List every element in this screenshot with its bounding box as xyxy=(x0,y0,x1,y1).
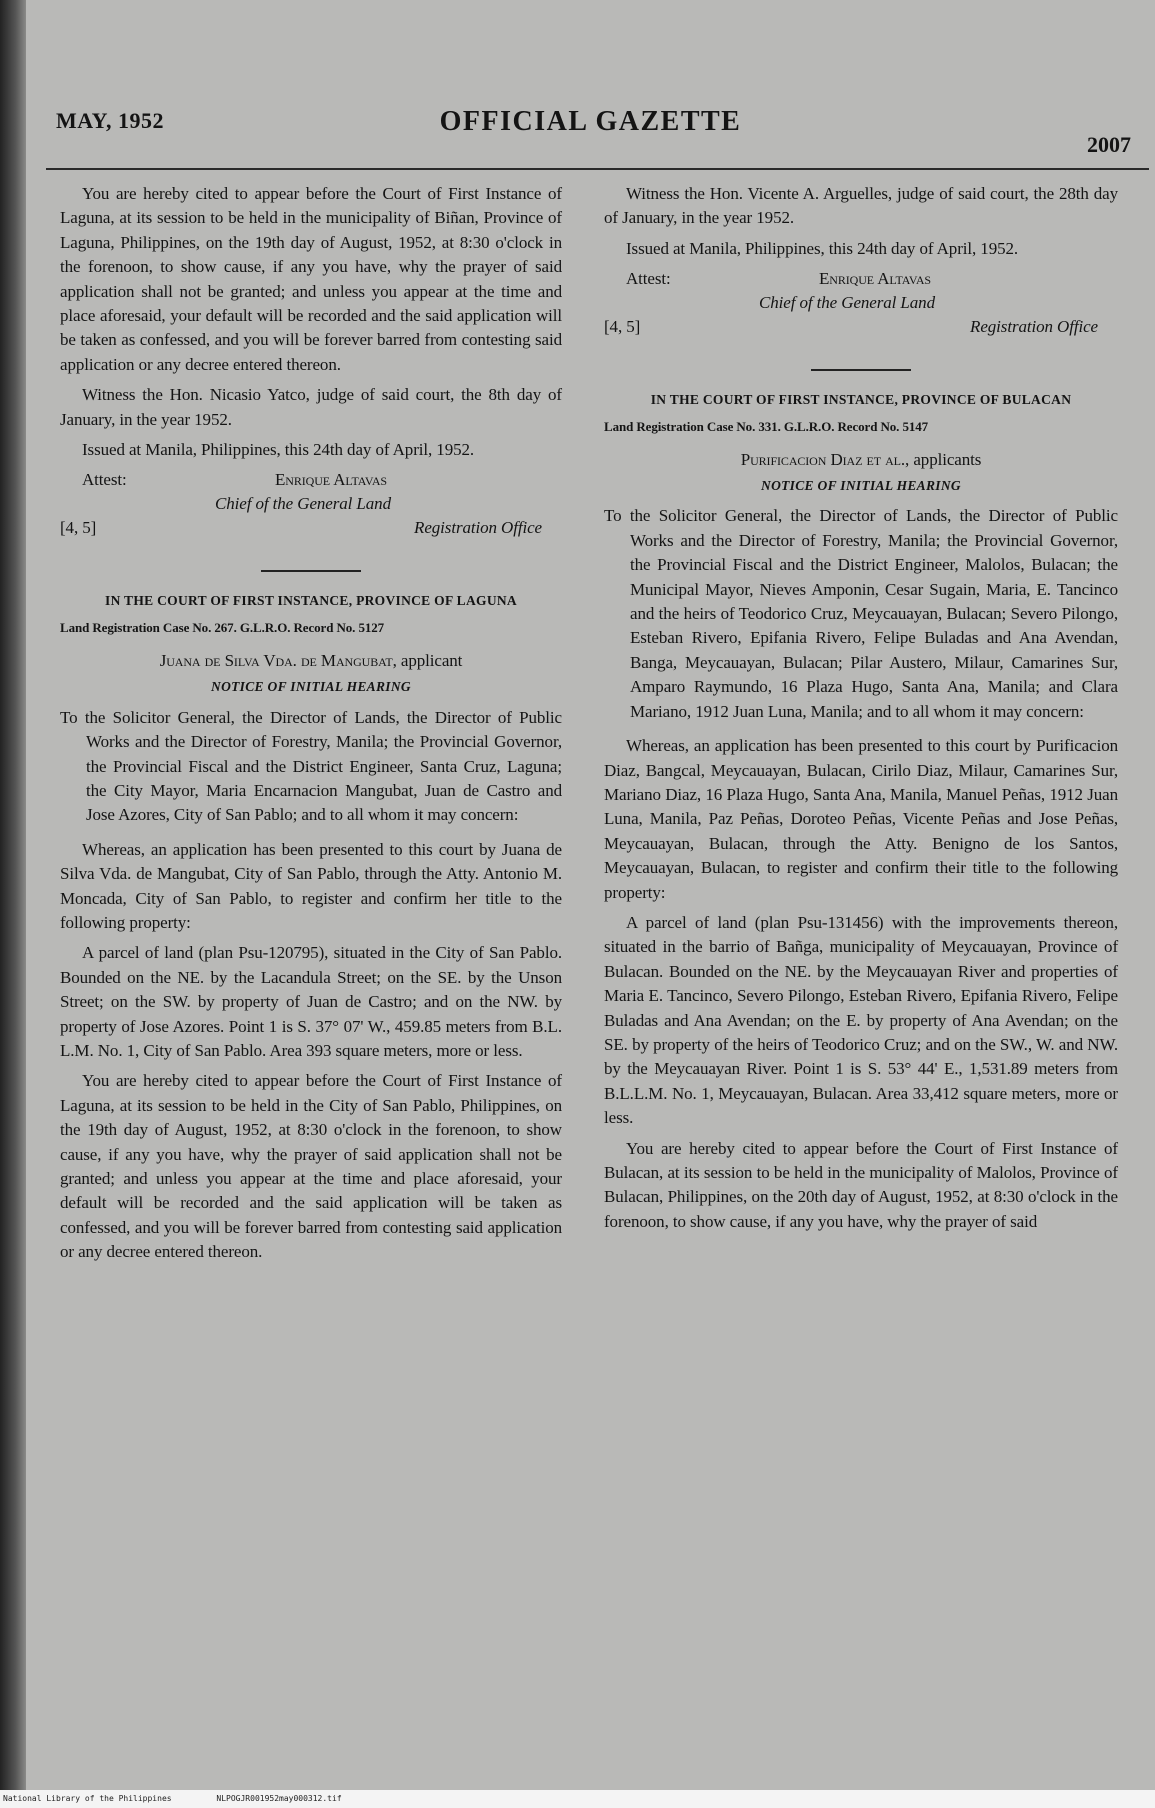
left-column xyxy=(60,182,562,1271)
header-rule xyxy=(46,168,1149,170)
applicant-line xyxy=(604,448,1118,472)
scan-footer xyxy=(0,1790,1155,1808)
paragraph-issued: Issued at Manila, Philippines, this 24th day of April, 1952. xyxy=(626,238,1019,258)
paragraph-whereas: Whereas, an application has been presented to this court by Purificacion Diaz, Bangcal, Meycauayan, Bulacan, Cirilo Diaz, Milaur, Camarines Sur, Mariano Diaz, 16 Plaza Hugo, Santa Ana, Manila, Manuel Peñas, 1912 Juan Luna, Manila, Paz Peñas, Doroteo Peñas, Vicente Peñas and Jose Peñas, Meycauayan, Bulacan, through the Atty. Benigno de los Santos, Meycauayan, Bulacan, to register and confirm their title to the following property: xyxy=(604,736,1118,902)
right-column xyxy=(604,182,1118,1240)
attest-issue-dates: [4, 5] xyxy=(60,518,97,538)
applicant-role: applicants xyxy=(913,449,982,469)
applicant-role: applicant xyxy=(400,650,463,670)
attest-title-line1: Chief of the General Land xyxy=(215,494,391,514)
paragraph-whereas: Whereas, an application has been presented to this court by Juana de Silva Vda. de Mangubat, City of San Pablo, through the Atty. Antonio M. Moncada, City of San Pablo, to register and confirm her title to the following property: xyxy=(60,839,562,932)
attest-block xyxy=(604,267,1118,353)
attest-name: Enrique Altavas xyxy=(275,470,387,490)
paragraph-addressees: To the Solicitor General, the Director of Lands, the Director of Public Works and the Director of Forestry, Manila; the Provincial Governor, the Provincial Fiscal and the District Engineer, Malolos, Bulacan; the Municipal Mayor, Nieves Amponin, Cesar Sugain, Maria, E. Tancinco and the heirs of Teodorico Cruz, Meycauayan, Bulacan; Severo Pilongo, Esteban Rivero, Epifania Rivero, Felipe Buladas and Ana Avendan, Banga, Meycauayan, Bulacan; Pilar Austero, Milaur, Camarines Sur, Amparo Raymundo, 16 Plaza Hugo, Santa Ana, Manila; and Clara Mariano, 1912 Juan Luna, Manila; and to all whom it may concern: xyxy=(604,506,1118,721)
scan-edge-shadow xyxy=(0,0,26,1808)
case-number: Land Registration Case No. 267. G.L.R.O. Record No. 5127 xyxy=(60,620,385,636)
attest-issue-dates: [4, 5] xyxy=(604,317,641,337)
paragraph-cited: You are hereby cited to appear before the Court of First Instance of Bulacan, at its session to be held in the municipality of Malolos, Province of Bulacan, Philippines, on the 20th day of August, 1952, at 8:30 o'clock in the forenoon, to show cause, if any you have, why the prayer of said xyxy=(604,1138,1118,1231)
paragraph-issued: Issued at Manila, Philippines, this 24th day of April, 1952. xyxy=(82,440,475,460)
footer-source: National Library of the Philippines xyxy=(3,1794,172,1803)
paragraph-parcel: A parcel of land (plan Psu-131456) with the improvements thereon, situated in the barrio of Bañga, municipality of Meycauayan, Province of Bulacan. Bounded on the NE. by the Meycauayan River and properties of Maria E. Tancinco, Severo Pilongo, Esteban Rivero, Epifania Rivero, Felipe Buladas and Ana Avendan; on the E. by property of Ana Avendan; on the SE. by property of the heirs of Teodorico Cruz; and on the SW., W. and NW. by the Meycauayan River. Point 1 is S. 53° 44' E., 1,531.89 meters from B.L.L.M. No. 1, Meycauayan, Bulacan. Area 33,412 square meters, more or less. xyxy=(604,912,1118,1128)
attest-name: Enrique Altavas xyxy=(819,269,931,289)
attest-block xyxy=(60,468,562,554)
paragraph-cited: You are hereby cited to appear before the Court of First Instance of Laguna, at its session to be held in the City of San Pablo, Philippines, on the 19th day of August, 1952, at 8:30 o'clock in the forenoon, to show cause, if any you have, why the prayer of said application shall not be granted; and unless you appear at the time and place aforesaid, your default will be recorded and the said application will be taken as confessed, and you will be forever barred from contesting said application or any decree entered thereon. xyxy=(60,1071,562,1262)
header-page-number: 2007 xyxy=(1087,132,1131,157)
case-number: Land Registration Case No. 331. G.L.R.O. Record No. 5147 xyxy=(604,419,929,435)
notice-title: NOTICE OF INITIAL HEARING xyxy=(761,478,961,494)
applicant-line xyxy=(60,649,562,673)
page-header xyxy=(40,100,1141,156)
court-heading: IN THE COURT OF FIRST INSTANCE, PROVINCE OF BULACAN xyxy=(650,392,1072,408)
header-title: OFFICIAL GAZETTE xyxy=(439,106,742,137)
header-date: MAY, 1952 xyxy=(56,108,165,133)
attest-label: Attest: xyxy=(82,470,127,490)
paragraph-cited-binan: You are hereby cited to appear before the Court of First Instance of Laguna, at its session to be held in the municipality of Biñan, Province of Laguna, Philippines, on the 19th day of August, 1952, at 8:30 o'clock in the forenoon, to show cause, if any you have, why the prayer of said application shall not be granted; and unless you appear at the time and place aforesaid, your default will be recorded and the said application will be taken as confessed, and you will be forever barred from contesting said application or any decree entered thereon. xyxy=(60,184,562,374)
paragraph-addressees: To the Solicitor General, the Director of Lands, the Director of Public Works and the Director of Forestry, Manila; the Provincial Governor, the Provincial Fiscal and the District Engineer, Santa Cruz, Laguna; the City Mayor, Maria Encarnacion Mangubat, Juan de Castro and Jose Azores, City of San Pablo; and to all whom it may concern: xyxy=(60,707,562,825)
footer-filename: NLPOGJR001952may000312.tif xyxy=(216,1794,342,1803)
section-divider xyxy=(811,369,911,371)
notice-title: NOTICE OF INITIAL HEARING xyxy=(211,679,411,695)
section-divider xyxy=(261,570,361,572)
attest-title-line2: Registration Office xyxy=(414,518,542,538)
attest-label: Attest: xyxy=(626,269,671,289)
paragraph-witness-yatco: Witness the Hon. Nicasio Yatco, judge of said court, the 8th day of January, in the year 1952. xyxy=(60,385,562,429)
court-heading: IN THE COURT OF FIRST INSTANCE, PROVINCE OF LAGUNA xyxy=(105,593,517,609)
applicant-name: Purificacion Diaz et al., xyxy=(740,449,910,469)
applicant-name: Juana de Silva Vda. de Mangubat, xyxy=(159,650,397,670)
gazette-page xyxy=(26,0,1155,1790)
paragraph-witness-arguelles: Witness the Hon. Vicente A. Arguelles, judge of said court, the 28th day of January, in the year 1952. xyxy=(604,184,1118,228)
attest-title-line2: Registration Office xyxy=(970,317,1098,337)
attest-title-line1: Chief of the General Land xyxy=(759,293,935,313)
paragraph-parcel: A parcel of land (plan Psu-120795), situated in the City of San Pablo. Bounded on the NE. by the Lacandula Street; on the SE. by the Unson Street; on the SW. by property of Juan de Castro; and on the NW. by property of Jose Azores. Point 1 is S. 37° 07' W., 459.85 meters from B.L. L.M. No. 1, City of San Pablo. Area 393 square meters, more or less. xyxy=(60,943,562,1060)
